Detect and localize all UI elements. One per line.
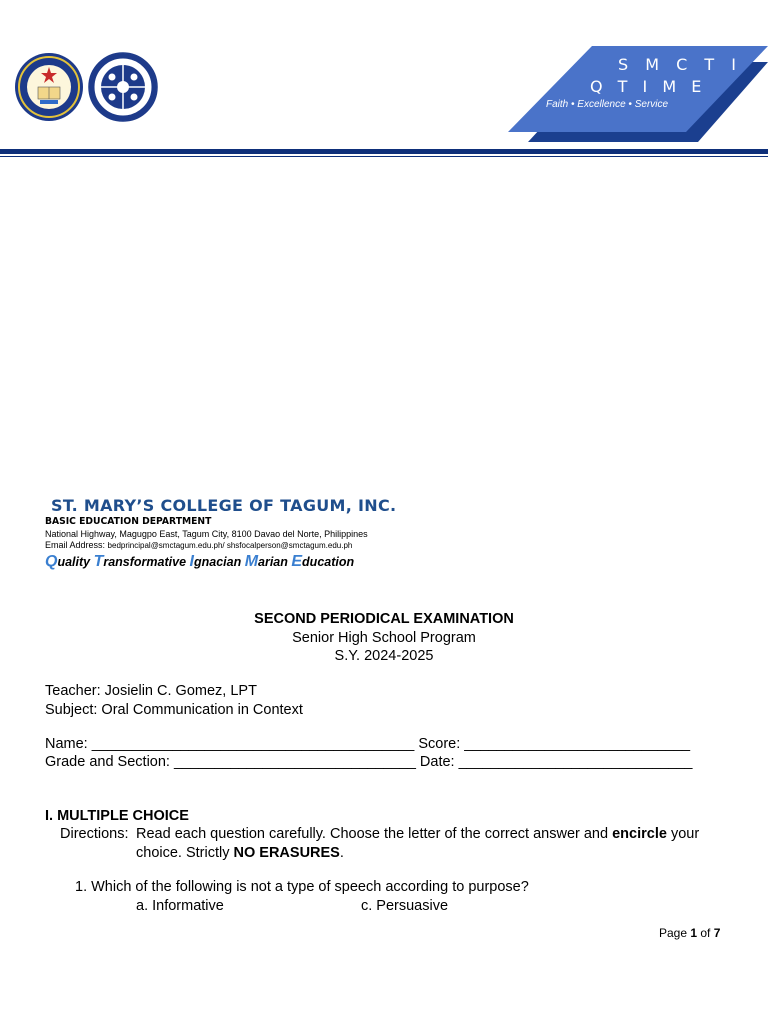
motto-cap-e: E <box>291 553 303 570</box>
motto-cap-t: T <box>93 553 104 570</box>
question-1-option-a: a. Informative <box>136 898 224 914</box>
email-label: Email Address: <box>45 540 106 550</box>
school-seal-logo <box>14 51 84 123</box>
directions-line-1-b: your <box>666 826 700 842</box>
header-divider <box>0 149 768 154</box>
teacher-line: Teacher: Josielin C. Gomez, LPT <box>45 683 257 699</box>
page-total: 7 <box>713 926 721 940</box>
motto-rest-i: gnacian <box>193 555 245 569</box>
directions-line-2-b: . <box>339 845 344 861</box>
page-word: Page <box>659 926 691 940</box>
directions-line-2-a: choice. Strictly <box>136 845 234 861</box>
motto-cap-i: I <box>189 553 194 570</box>
directions-line-2 <box>136 845 344 861</box>
school-address: National Highway, Magugpo East, Tagum City, 8100 Davao del Norte, Philippines <box>45 529 368 539</box>
school-motto <box>45 553 354 571</box>
directions-line-2-bold: NO ERASURES <box>233 845 340 861</box>
motto-cap-q: Q <box>45 553 58 570</box>
subject-line: Subject: Oral Communication in Context <box>45 702 303 718</box>
exam-program: Senior High School Program <box>292 630 476 646</box>
exam-title: SECOND PERIODICAL EXAMINATION <box>254 611 514 627</box>
header-divider-thin <box>0 156 768 157</box>
grade-date-line: Grade and Section: ______________________________ Date: _____________________________ <box>45 754 693 770</box>
school-year: S.Y. 2024-2025 <box>334 648 434 664</box>
school-email <box>45 540 352 550</box>
page-current: 1 <box>690 926 698 940</box>
banner-line-1: S M C T I <box>618 55 742 74</box>
department-name: BASIC EDUCATION DEPARTMENT <box>45 516 212 527</box>
directions-line-1-bold: encircle <box>612 826 667 842</box>
of-word: of <box>697 926 714 940</box>
page-number <box>659 926 720 940</box>
motto-cap-m: M <box>244 553 259 570</box>
directions-label: Directions: <box>60 826 129 842</box>
name-score-line: Name: ________________________________________ Score: ____________________________ <box>45 736 691 752</box>
motto-rest-m: arian <box>258 555 292 569</box>
question-1: 1. Which of the following is not a type of speech according to purpose? <box>75 879 529 895</box>
motto-rest-q: uality <box>57 555 94 569</box>
school-name: ST. MARY’S COLLEGE OF TAGUM, INC. <box>51 496 397 515</box>
motto-rest-t: ransformative <box>103 555 190 569</box>
department-seal-logo <box>88 51 158 123</box>
directions-line-1 <box>136 826 699 842</box>
email-value: bedprincipal@smctagum.edu.ph/ shsfocalperson@smctagum.edu.ph <box>107 541 353 550</box>
section-heading: I. MULTIPLE CHOICE <box>45 808 189 824</box>
question-1-option-c: c. Persuasive <box>361 898 449 914</box>
banner-tagline: Faith • Excellence • Service <box>546 99 669 110</box>
motto-rest-e: ducation <box>302 555 355 569</box>
banner-line-2: Q T I M E <box>590 77 707 96</box>
directions-line-1-a: Read each question carefully. Choose the letter of the correct answer and <box>136 826 613 842</box>
